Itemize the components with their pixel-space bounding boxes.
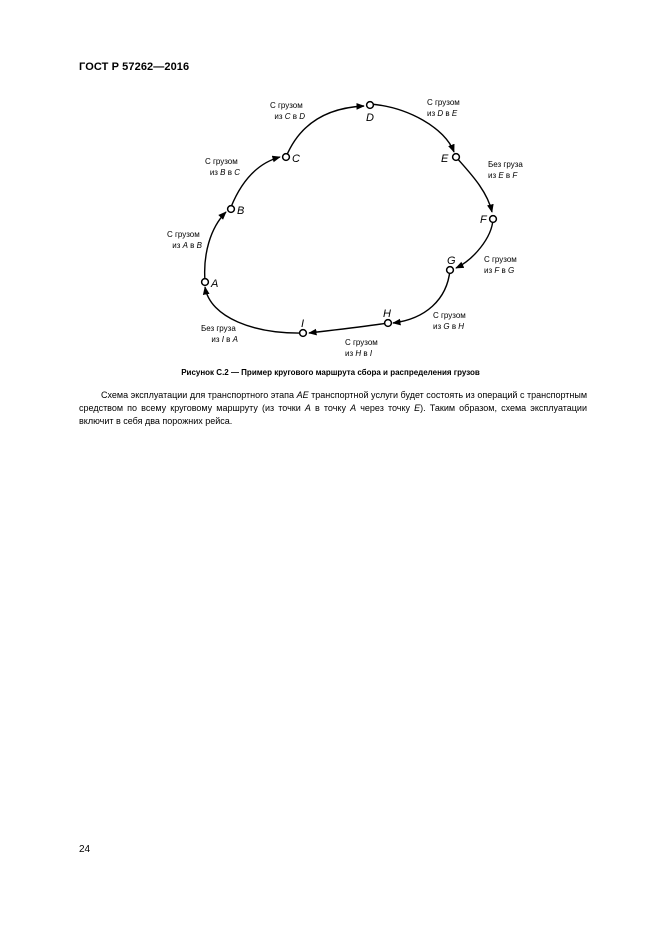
point-i-marker xyxy=(300,330,307,337)
segment-label-f-g: С грузом из F в G xyxy=(484,255,517,275)
point-g-label: G xyxy=(447,255,456,267)
segment-label-g-h: С грузом из G в H xyxy=(433,311,466,331)
point-i-label: I xyxy=(301,318,305,330)
route-segment-h-i xyxy=(309,323,388,333)
segment-label-h-i: С грузом из H в I xyxy=(345,338,378,358)
segment-label-d-e: С грузом из D в E xyxy=(427,98,460,118)
point-c-marker xyxy=(283,154,290,161)
standard-code-header: ГОСТ Р 57262—2016 xyxy=(79,61,190,73)
point-b-marker xyxy=(228,206,235,213)
figure-caption: Рисунок С.2 — Пример кругового маршрута сбора и распределения грузов xyxy=(181,368,480,377)
point-d-marker xyxy=(367,102,374,109)
point-e-marker xyxy=(453,154,460,161)
body-paragraph: Схема эксплуатации для транспортного этапа AE транспортной услуги будет состоять из операций с транспортным средством по всему круговому маршруту (из точки A в точку A через точку E). Таким образом, схема эксплуатации включит в себя два порожних рейса. xyxy=(79,390,588,426)
point-e-label: E xyxy=(441,153,449,165)
segment-label-i-a: Без груза из I в A xyxy=(200,324,238,344)
segment-label-c-d: С грузом из C в D xyxy=(269,101,305,121)
circular-route-diagram xyxy=(0,0,661,380)
point-f-label: F xyxy=(480,214,487,226)
point-b-label: B xyxy=(237,205,245,217)
segment-label-b-c: С грузом из B в C xyxy=(204,157,240,177)
segment-label-e-f: Без груза из E в F xyxy=(488,160,523,180)
segment-label-a-b: С грузом из A в B xyxy=(166,230,202,250)
point-d-label: D xyxy=(366,112,374,124)
point-h-label: H xyxy=(383,308,391,320)
point-f-marker xyxy=(490,216,497,223)
point-c-label: C xyxy=(292,153,300,165)
point-a-marker xyxy=(202,279,209,286)
point-h-marker xyxy=(385,320,392,327)
route-segment-e-f xyxy=(456,157,492,212)
route-segment-a-b xyxy=(205,212,226,281)
point-g-marker xyxy=(447,267,454,274)
page-number: 24 xyxy=(79,844,91,855)
point-a-label: A xyxy=(211,278,219,290)
